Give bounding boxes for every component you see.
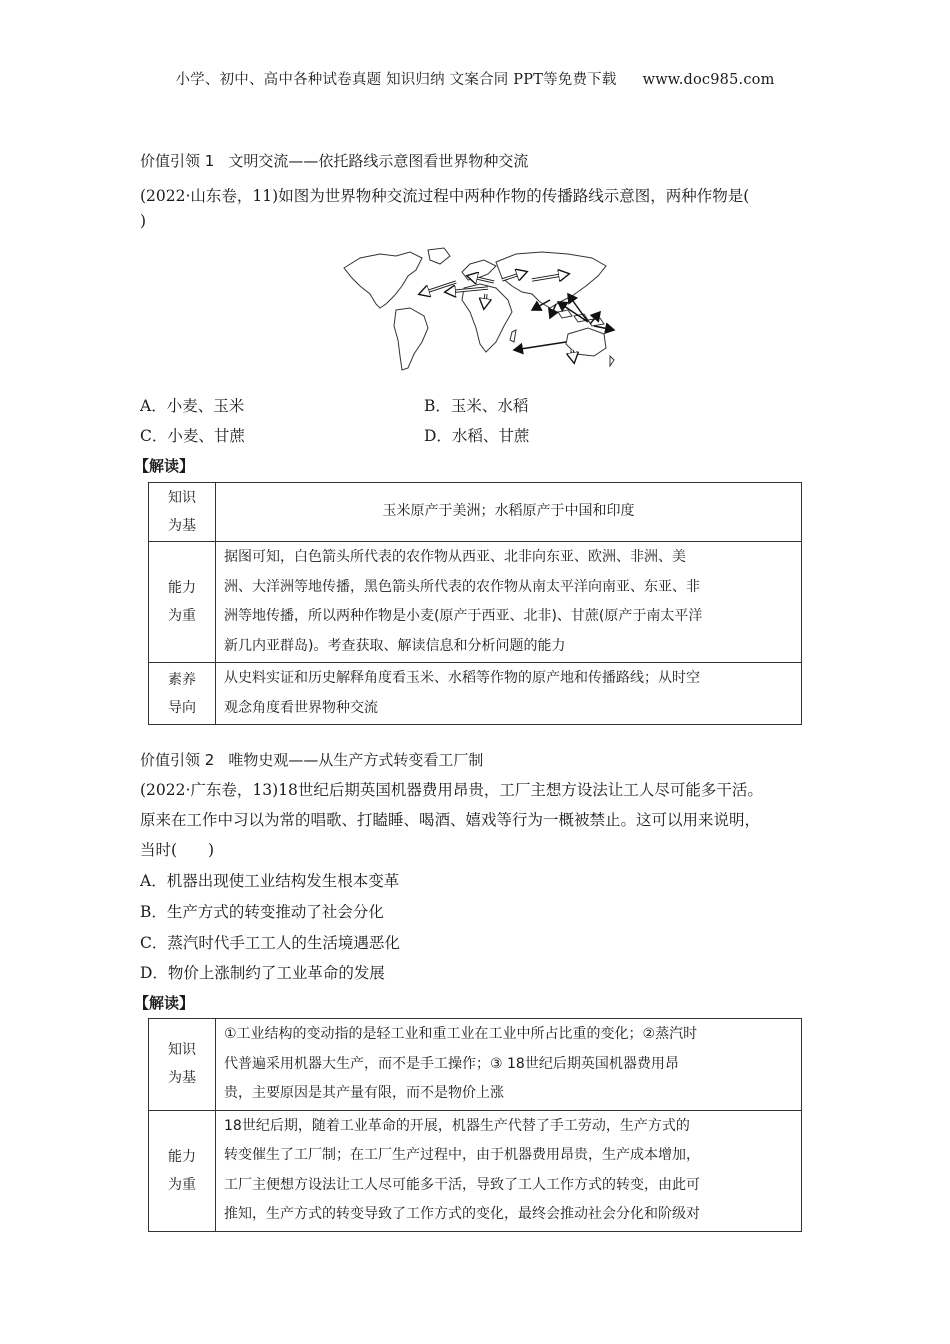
label-line: 导向 xyxy=(168,699,196,716)
content-line: 从史料实证和历史解释角度看玉米、水稻等作物的原产地和传播路线；从时空 xyxy=(224,670,700,686)
table-row xyxy=(149,1019,802,1111)
black-arrows xyxy=(514,294,614,350)
section1-jiedu-heading: 【解读】 xyxy=(134,457,195,475)
content-line: 洲、大洋洲等地传播，黑色箭头所代表的农作物从南太平洋向南亚、东亚、非 xyxy=(224,578,700,595)
section1-question-line1: (2022·山东卷，11)如图为世界物种交流过程中两种作物的传播路线示意图，两种作物是( xyxy=(140,187,750,205)
table-content-cell: 玉米原产于美洲；水稻原产于中国和印度 xyxy=(216,483,802,542)
content-line: 转变催生了工厂制；在工厂生产过程中，由于机器费用昂贵，生产成本增加， xyxy=(224,1147,700,1163)
label-line: 为重 xyxy=(168,608,196,624)
label-line: 为基 xyxy=(168,1070,196,1087)
section2-title xyxy=(140,749,483,770)
section1-option-d[interactable]: D．水稻、甘蔗 xyxy=(424,427,530,445)
page-header xyxy=(0,68,950,89)
table-row xyxy=(149,542,802,663)
content-line: 贵，主要原因是其产量有限，而不是物价上涨 xyxy=(224,1085,504,1101)
section1-title-text: 文明交流——依托路线示意图看世界物种交流 xyxy=(228,152,529,170)
section2-title-text: 唯物史观——从生产方式转变看工厂制 xyxy=(228,751,484,769)
table-label-cell xyxy=(149,663,216,725)
label-line: 为基 xyxy=(168,518,196,534)
table-label-cell xyxy=(149,483,216,542)
label-line: 能力 xyxy=(168,580,196,596)
table-label-cell xyxy=(149,542,216,663)
table-row xyxy=(149,663,802,725)
world-map-figure xyxy=(336,246,616,378)
section1-analysis-table xyxy=(148,482,802,725)
content-line: 工厂主便想方设法让工人尽可能多干活，导致了工人工作方式的转变，由此可 xyxy=(224,1176,700,1193)
content-line: 洲等地传播，所以两种作物是小麦(原产于西亚、北非)、甘蔗(原产于南太平洋 xyxy=(224,608,703,624)
section2-analysis-table xyxy=(148,1018,802,1232)
table-content-cell xyxy=(216,542,802,663)
label-line: 为重 xyxy=(168,1176,196,1193)
content-line: 代普遍采用机器大生产，而不是手工操作；③ 18世纪后期英国机器费用昂 xyxy=(224,1055,679,1072)
header-text: 小学、初中、高中各种试卷真题 知识归纳 文案合同 PPT等免费下载 xyxy=(175,72,617,88)
section2-question-line3: 当时( ) xyxy=(140,841,215,859)
content-line: 18世纪后期，随着工业革命的开展，机器生产代替了手工劳动，生产方式的 xyxy=(224,1117,690,1134)
content-line: ①工业结构的变动指的是轻工业和重工业在工业中所占比重的变化；②蒸汽时 xyxy=(224,1026,698,1042)
content-line: 推知，生产方式的转变导致了工作方式的变化，最终会推动社会分化和阶级对 xyxy=(224,1206,700,1222)
table-label-cell xyxy=(149,1019,216,1111)
section1-question-line2: ) xyxy=(140,212,147,230)
label-line: 素养 xyxy=(168,671,196,688)
section1-option-b[interactable]: B．玉米、水稻 xyxy=(424,397,529,415)
section1-title-prefix: 价值引领 1 xyxy=(140,152,215,170)
section2-question-line1: (2022·广东卷，13)18世纪后期英国机器费用昂贵，工厂主想方设法让工人尽可能多干活。 xyxy=(140,781,763,799)
header-site[interactable]: www.doc985.com xyxy=(642,72,775,88)
section2-option-a[interactable]: A．机器出现使工业结构发生根本变革 xyxy=(140,872,400,890)
section2-question-line2: 原来在工作中习以为常的唱歌、打瞌睡、喝酒、嬉戏等行为一概被禁止。这可以用来说明， xyxy=(140,811,761,829)
content-line: 新几内亚群岛)。考查获取、解读信息和分析问题的能力 xyxy=(224,637,566,654)
label-line: 知识 xyxy=(168,490,196,506)
table-row xyxy=(149,483,802,542)
table-label-cell xyxy=(149,1110,216,1231)
section1-title xyxy=(140,150,528,171)
content-line: 据图可知，白色箭头所代表的农作物从西亚、北非向东亚、欧洲、非洲、美 xyxy=(224,549,686,565)
table-content-cell xyxy=(216,663,802,725)
table-row xyxy=(149,1110,802,1231)
section1-option-c[interactable]: C．小麦、甘蔗 xyxy=(140,427,245,445)
section2-option-d[interactable]: D．物价上涨制约了工业革命的发展 xyxy=(140,964,385,982)
content-line: 观念角度看世界物种交流 xyxy=(224,699,378,716)
label-line: 能力 xyxy=(168,1148,196,1165)
section2-option-c[interactable]: C．蒸汽时代手工工人的生活境遇恶化 xyxy=(140,934,400,952)
table-content-cell xyxy=(216,1110,802,1231)
label-line: 知识 xyxy=(168,1042,196,1059)
table-content-cell xyxy=(216,1019,802,1111)
section1-option-a[interactable]: A．小麦、玉米 xyxy=(140,397,245,415)
section2-option-b[interactable]: B．生产方式的转变推动了社会分化 xyxy=(140,903,384,921)
section2-title-prefix: 价值引领 2 xyxy=(140,751,215,769)
section2-jiedu-heading: 【解读】 xyxy=(134,994,195,1012)
